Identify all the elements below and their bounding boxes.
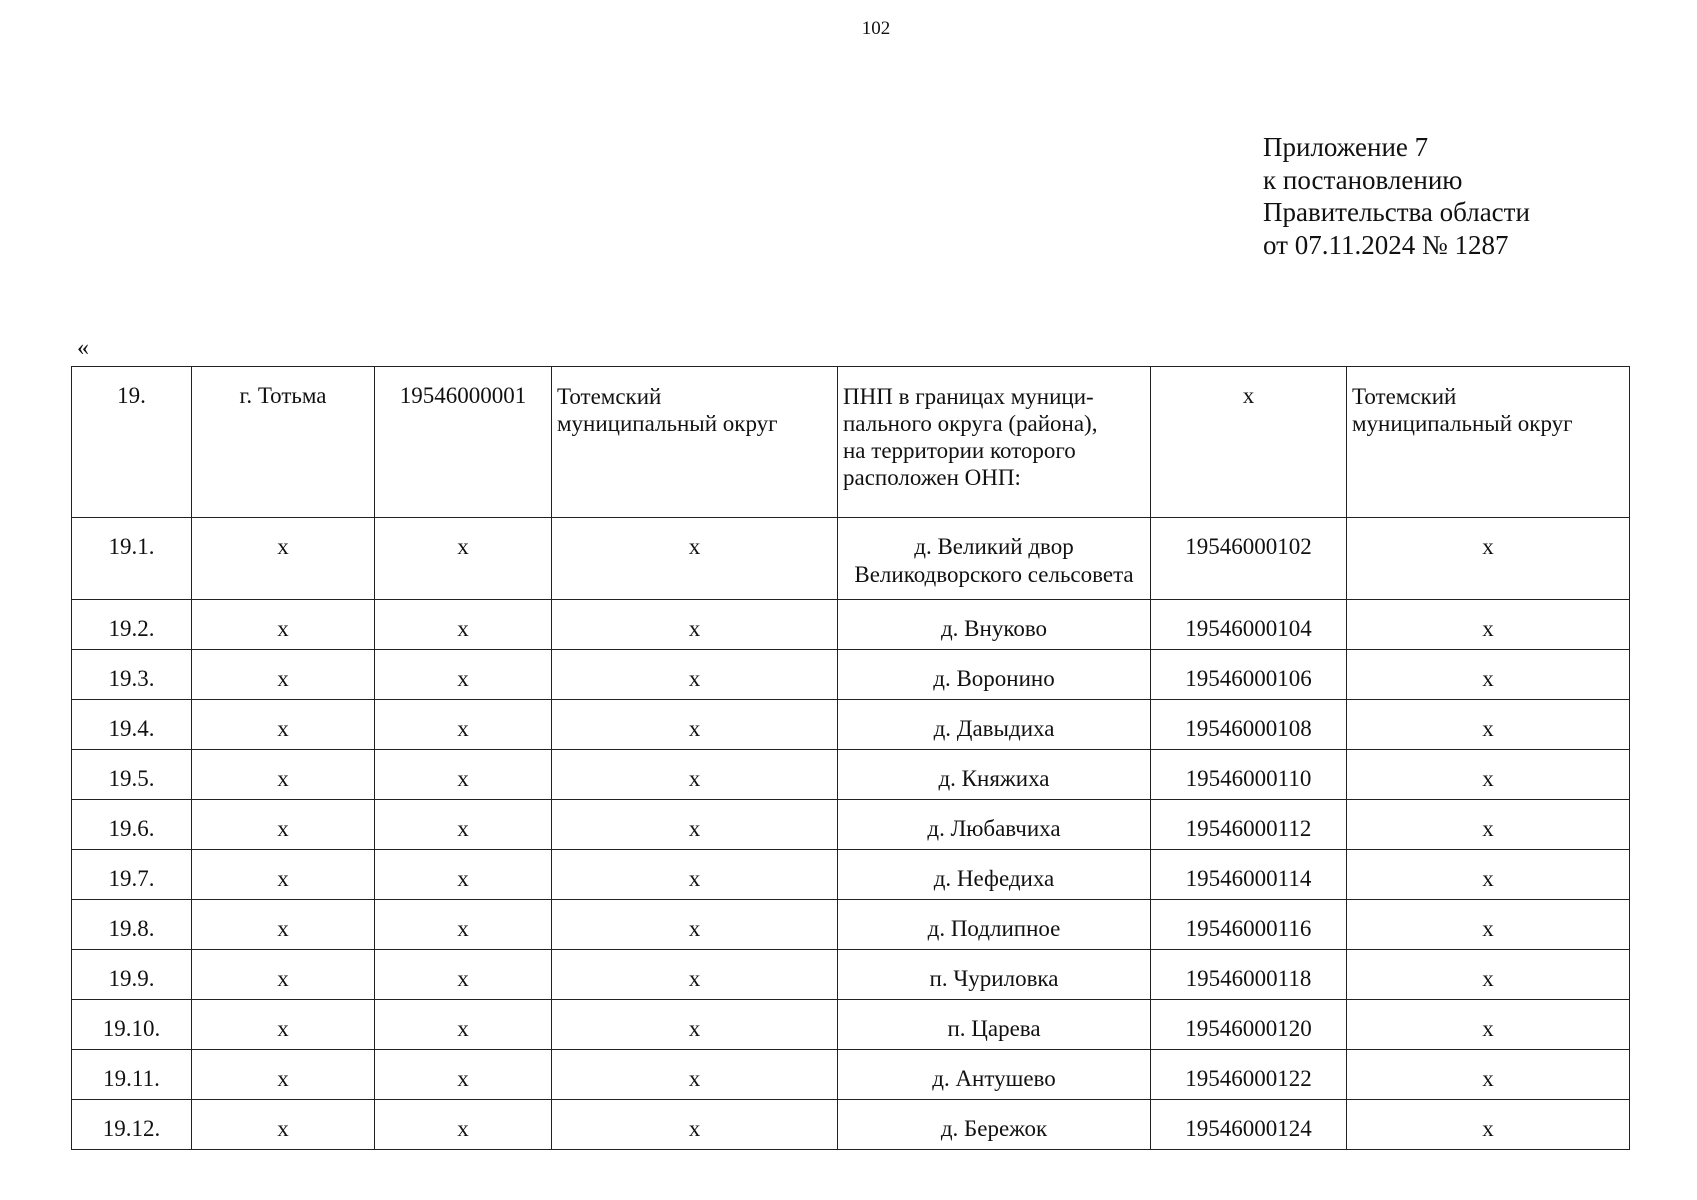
description-cell xyxy=(838,367,1151,518)
district-name: Тотемский муниципальный округ xyxy=(557,384,778,436)
settlement-name: д. Великий двор Великодворского сельсовета xyxy=(854,534,1134,587)
cell-x: х xyxy=(688,916,701,941)
cell-x: х xyxy=(277,666,289,691)
cell-x-cell xyxy=(552,1050,838,1100)
cell-x-cell xyxy=(552,950,838,1000)
opening-quote-mark: « xyxy=(77,335,89,361)
table-row xyxy=(72,1000,1630,1050)
settlement-code: 19546000122 xyxy=(1185,1066,1312,1091)
cell-x-cell xyxy=(552,1100,838,1150)
cell-x: х xyxy=(1482,616,1494,641)
row-number: 19.5. xyxy=(108,766,155,791)
settlement-name: д. Антушево xyxy=(932,1066,1056,1091)
cell-x: х xyxy=(1482,1016,1494,1041)
cell-x-cell xyxy=(1347,800,1630,850)
cell-x-cell xyxy=(192,700,375,750)
settlement-code: 19546000114 xyxy=(1185,866,1312,891)
table-row xyxy=(72,850,1630,900)
row-number-cell xyxy=(72,900,192,950)
cell-x-cell xyxy=(1347,1100,1630,1150)
cell-x-cell xyxy=(192,1100,375,1150)
table-row xyxy=(72,950,1630,1000)
cell-x-cell xyxy=(1347,850,1630,900)
row-number-cell xyxy=(72,367,192,518)
settlement-code-cell xyxy=(1151,650,1347,700)
settlement-name: д. Внуково xyxy=(940,616,1048,641)
settlement-name-cell xyxy=(838,900,1151,950)
settlement-name: д. Княжиха xyxy=(938,766,1050,791)
table-row xyxy=(72,1100,1630,1150)
cell-x: х xyxy=(1482,1116,1494,1141)
cell-x-cell xyxy=(552,650,838,700)
cell-x: х xyxy=(457,916,469,941)
settlement-name-cell xyxy=(838,700,1151,750)
row-number-cell xyxy=(72,518,192,600)
cell-x-cell xyxy=(375,1050,552,1100)
cell-x: х xyxy=(457,534,469,559)
cell-x-cell xyxy=(1347,1050,1630,1100)
settlement-code-cell xyxy=(1151,600,1347,650)
row-number: 19. xyxy=(117,383,146,408)
settlement-code-cell xyxy=(1151,518,1347,600)
cell-x-cell xyxy=(375,518,552,600)
settlement-name: д. Воронино xyxy=(933,666,1055,691)
cell-x-cell xyxy=(375,850,552,900)
appendix-note xyxy=(1263,131,1530,261)
row-number-cell xyxy=(72,950,192,1000)
settlement-code-cell xyxy=(1151,1050,1347,1100)
settlement-code: 19546000104 xyxy=(1185,616,1312,641)
code2-value: х xyxy=(1242,383,1255,408)
cell-x-cell xyxy=(1347,1000,1630,1050)
appendix-line-4: от 07.11.2024 № 1287 xyxy=(1263,229,1509,260)
settlement-code: 19546000108 xyxy=(1185,716,1312,741)
cell-x-cell xyxy=(552,750,838,800)
cell-x-cell xyxy=(192,750,375,800)
cell-x: х xyxy=(1482,1066,1494,1091)
row-number: 19.9. xyxy=(108,966,155,991)
cell-x: х xyxy=(457,1116,469,1141)
cell-x: х xyxy=(457,616,469,641)
cell-x-cell xyxy=(552,900,838,950)
cell-x: х xyxy=(1482,916,1494,941)
cell-x-cell xyxy=(552,518,838,600)
row-number: 19.2. xyxy=(108,616,155,641)
settlement-name: г. Тотьма xyxy=(239,383,327,408)
cell-x: х xyxy=(277,866,289,891)
cell-x-cell xyxy=(192,600,375,650)
cell-x-cell xyxy=(552,800,838,850)
settlement-code-cell xyxy=(1151,800,1347,850)
row-number: 19.11. xyxy=(103,1066,160,1091)
cell-x: х xyxy=(688,966,701,991)
cell-x-cell xyxy=(375,950,552,1000)
row-number: 19.3. xyxy=(108,666,155,691)
cell-x: х xyxy=(1482,666,1494,691)
cell-x-cell xyxy=(192,650,375,700)
settlement-name-cell xyxy=(838,1050,1151,1100)
cell-x-cell xyxy=(192,950,375,1000)
cell-x: х xyxy=(457,816,469,841)
cell-x-cell xyxy=(375,1000,552,1050)
settlement-name-cell xyxy=(838,750,1151,800)
settlement-name-cell xyxy=(838,650,1151,700)
cell-x: х xyxy=(457,766,469,791)
code2-cell xyxy=(1151,367,1347,518)
row-number: 19.10. xyxy=(102,1016,161,1041)
row-number-cell xyxy=(72,1000,192,1050)
cell-x-cell xyxy=(192,900,375,950)
settlement-name: д. Подлипное xyxy=(927,916,1061,941)
cell-x-cell xyxy=(552,1000,838,1050)
settlement-name: д. Нефедиха xyxy=(933,866,1055,891)
cell-x-cell xyxy=(375,600,552,650)
table-row xyxy=(72,800,1630,850)
cell-x: х xyxy=(688,766,701,791)
settlement-code: 19546000124 xyxy=(1185,1116,1312,1141)
cell-x-cell xyxy=(1347,700,1630,750)
settlement-code: 19546000116 xyxy=(1185,916,1312,941)
table-row xyxy=(72,900,1630,950)
cell-x: х xyxy=(688,616,701,641)
table-head-row xyxy=(72,367,1630,518)
settlement-name: п. Царева xyxy=(947,1016,1041,1041)
settlement-code: 19546000118 xyxy=(1185,966,1312,991)
settlement-name: д. Бережок xyxy=(940,1116,1048,1141)
settlement-code: 19546000106 xyxy=(1185,666,1312,691)
cell-x-cell xyxy=(375,900,552,950)
table-row xyxy=(72,650,1630,700)
settlement-code-cell xyxy=(1151,900,1347,950)
cell-x-cell xyxy=(375,650,552,700)
settlement-name: п. Чуриловка xyxy=(929,966,1059,991)
settlement-code: 19546000112 xyxy=(1185,816,1312,841)
row-number-cell xyxy=(72,650,192,700)
cell-x: х xyxy=(277,616,289,641)
settlement-name: д. Давыдиха xyxy=(933,716,1055,741)
row-number-cell xyxy=(72,1100,192,1150)
cell-x: х xyxy=(688,716,701,741)
cell-x-cell xyxy=(1347,650,1630,700)
cell-x-cell xyxy=(552,850,838,900)
settlement-code: 19546000102 xyxy=(1185,534,1312,559)
appendix-line-1: Приложение 7 xyxy=(1263,132,1429,162)
cell-x: х xyxy=(457,1016,469,1041)
row-number: 19.7. xyxy=(108,866,155,891)
settlement-code: 19546000120 xyxy=(1185,1016,1312,1041)
cell-x: х xyxy=(1482,534,1494,559)
appendix-line-2: к постановлению xyxy=(1263,164,1463,195)
settlement-name-cell xyxy=(838,850,1151,900)
cell-x: х xyxy=(277,1066,289,1091)
row-number-cell xyxy=(72,800,192,850)
page-number: 102 xyxy=(861,18,891,39)
description-text: ПНП в границах муници- пального округа (района), на территории которого расположен ОНП: xyxy=(843,384,1098,490)
settlement-code-cell xyxy=(1151,1100,1347,1150)
district-cell xyxy=(552,367,838,518)
row-number-cell xyxy=(72,700,192,750)
cell-x-cell xyxy=(1347,518,1630,600)
cell-x: х xyxy=(1482,766,1494,791)
settlement-name-cell xyxy=(838,800,1151,850)
settlements-table xyxy=(71,366,1630,1150)
row-number-cell xyxy=(72,750,192,800)
cell-x: х xyxy=(277,916,289,941)
cell-x: х xyxy=(457,866,469,891)
cell-x-cell xyxy=(192,850,375,900)
cell-x: х xyxy=(688,1066,701,1091)
district2-name: Тотемский муниципальный округ xyxy=(1352,384,1573,436)
settlement-code-cell xyxy=(1151,700,1347,750)
cell-x: х xyxy=(1482,866,1494,891)
settlement-code-cell xyxy=(1151,750,1347,800)
cell-x-cell xyxy=(552,600,838,650)
settlement-code-cell xyxy=(1151,1000,1347,1050)
cell-x-cell xyxy=(375,700,552,750)
cell-x: х xyxy=(688,666,701,691)
row-number: 19.4. xyxy=(108,716,155,741)
settlement-name-cell xyxy=(838,1100,1151,1150)
cell-x: х xyxy=(457,966,469,991)
row-number: 19.1. xyxy=(108,534,155,559)
cell-x: х xyxy=(688,866,701,891)
table-row xyxy=(72,1050,1630,1100)
cell-x: х xyxy=(688,1016,701,1041)
cell-x-cell xyxy=(192,1050,375,1100)
cell-x-cell xyxy=(375,1100,552,1150)
cell-x: х xyxy=(457,666,469,691)
settlement-name-cell xyxy=(838,1000,1151,1050)
table-row xyxy=(72,600,1630,650)
cell-x-cell xyxy=(192,800,375,850)
settlement-name-cell xyxy=(838,600,1151,650)
row-number: 19.12. xyxy=(102,1116,161,1141)
cell-x: х xyxy=(277,1116,289,1141)
code-cell xyxy=(375,367,552,518)
appendix-line-3: Правительства области xyxy=(1263,197,1530,227)
cell-x: х xyxy=(277,816,289,841)
cell-x-cell xyxy=(1347,900,1630,950)
district2-cell xyxy=(1347,367,1630,518)
cell-x: х xyxy=(1482,966,1494,991)
cell-x: х xyxy=(1482,816,1494,841)
cell-x: х xyxy=(277,716,289,741)
cell-x-cell xyxy=(1347,600,1630,650)
cell-x: х xyxy=(457,716,469,741)
settlement-code: 19546000110 xyxy=(1185,766,1312,791)
table-row xyxy=(72,518,1630,600)
settlement-name: д. Любавчиха xyxy=(927,816,1061,841)
cell-x-cell xyxy=(1347,750,1630,800)
row-number-cell xyxy=(72,600,192,650)
row-number-cell xyxy=(72,1050,192,1100)
cell-x: х xyxy=(688,1116,701,1141)
cell-x: х xyxy=(277,766,289,791)
settlement-code: 19546000001 xyxy=(399,383,527,408)
row-number: 19.6. xyxy=(108,816,155,841)
cell-x-cell xyxy=(1347,950,1630,1000)
cell-x: х xyxy=(1482,716,1494,741)
table-row xyxy=(72,700,1630,750)
settlement-code-cell xyxy=(1151,850,1347,900)
cell-x-cell xyxy=(375,800,552,850)
settlement-code-cell xyxy=(1151,950,1347,1000)
cell-x-cell xyxy=(375,750,552,800)
cell-x: х xyxy=(688,816,701,841)
cell-x: х xyxy=(457,1066,469,1091)
row-number: 19.8. xyxy=(108,916,155,941)
row-number-cell xyxy=(72,850,192,900)
cell-x-cell xyxy=(192,1000,375,1050)
settlement-name-cell xyxy=(838,950,1151,1000)
cell-x: х xyxy=(277,1016,289,1041)
settlement-name-cell xyxy=(838,518,1151,600)
cell-x-cell xyxy=(552,700,838,750)
table-row xyxy=(72,750,1630,800)
cell-x: х xyxy=(688,534,701,559)
cell-x: х xyxy=(277,966,289,991)
settlement-cell xyxy=(192,367,375,518)
cell-x-cell xyxy=(192,518,375,600)
cell-x: х xyxy=(277,534,289,559)
